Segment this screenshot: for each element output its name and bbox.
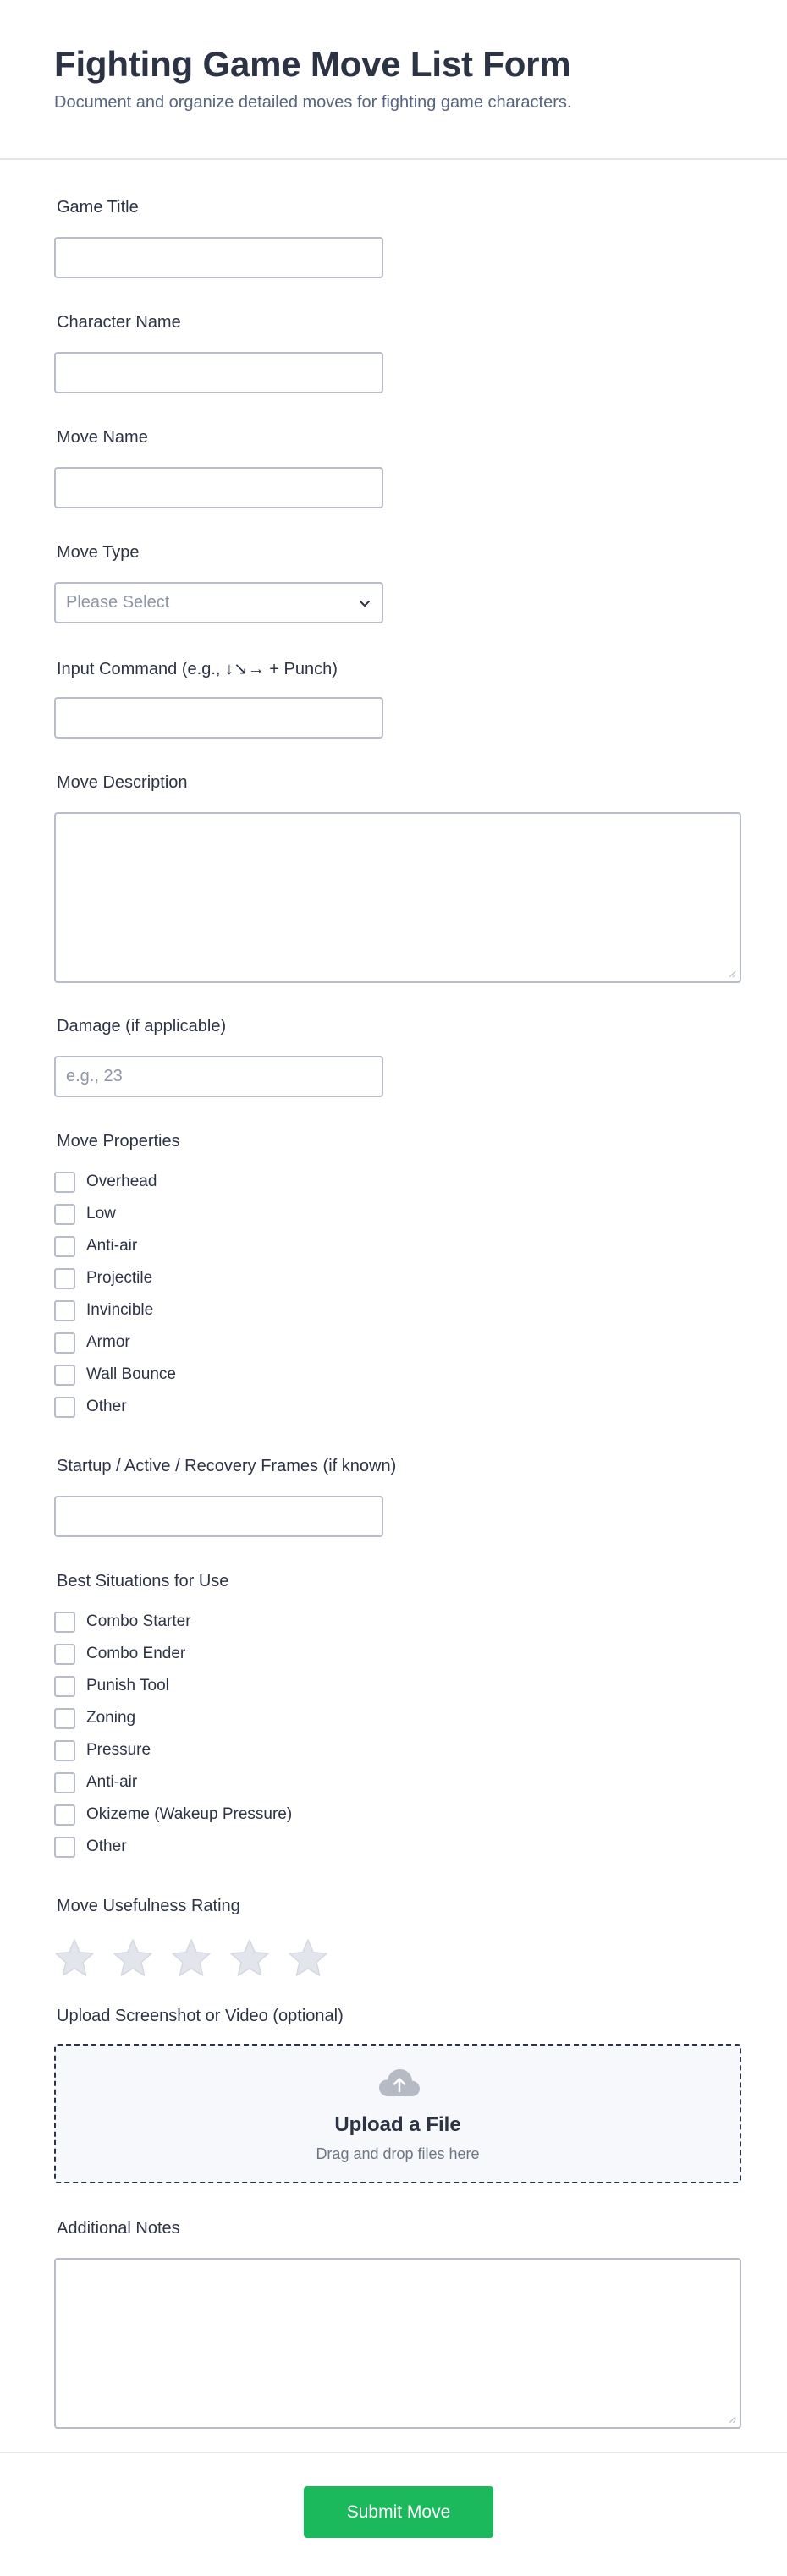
damage-input[interactable]: e.g., 23 bbox=[54, 1056, 383, 1097]
move-type-selected: Please Select bbox=[66, 593, 170, 612]
checkbox[interactable] bbox=[54, 1708, 75, 1729]
checkbox[interactable] bbox=[54, 1837, 75, 1858]
move-description-textarea[interactable] bbox=[54, 812, 741, 983]
form-footer bbox=[0, 2452, 787, 2576]
form-header bbox=[0, 0, 787, 160]
rating-label: Move Usefulness Rating bbox=[57, 1897, 240, 1915]
form-subtitle: Document and organize detailed moves for fighting game characters. bbox=[54, 93, 572, 112]
checkbox[interactable] bbox=[54, 1804, 75, 1826]
move-property-option[interactable] bbox=[54, 1171, 157, 1193]
checkbox[interactable] bbox=[54, 1397, 75, 1418]
situations-label: Best Situations for Use bbox=[57, 1572, 229, 1590]
move-property-option[interactable] bbox=[54, 1332, 130, 1354]
star-icon[interactable] bbox=[113, 1938, 153, 1977]
checkbox[interactable] bbox=[54, 1365, 75, 1386]
upload-label: Upload Screenshot or Video (optional) bbox=[57, 2007, 344, 2025]
star-icon[interactable] bbox=[54, 1938, 95, 1977]
checkbox-label: Invincible bbox=[86, 1301, 154, 1319]
frames-label: Startup / Active / Recovery Frames (if known) bbox=[57, 1457, 397, 1475]
move-type-label: Move Type bbox=[57, 543, 140, 562]
checkbox-label: Anti-air bbox=[86, 1237, 138, 1255]
move-type-select[interactable] bbox=[54, 582, 383, 623]
situation-option[interactable] bbox=[54, 1675, 169, 1697]
character-name-label: Character Name bbox=[57, 313, 181, 332]
situation-option[interactable] bbox=[54, 1836, 127, 1858]
checkbox[interactable] bbox=[54, 1236, 75, 1257]
checkbox-label: Overhead bbox=[86, 1173, 157, 1190]
form-title: Fighting Game Move List Form bbox=[54, 44, 571, 84]
checkbox-label: Combo Starter bbox=[86, 1612, 191, 1630]
cloud-upload-icon bbox=[378, 2068, 421, 2098]
checkbox[interactable] bbox=[54, 1204, 75, 1225]
chevron-down-icon bbox=[358, 596, 371, 610]
checkbox-label: Projectile bbox=[86, 1269, 153, 1287]
move-property-option[interactable] bbox=[54, 1396, 127, 1418]
situation-option[interactable] bbox=[54, 1804, 292, 1826]
checkbox-label: Combo Ender bbox=[86, 1645, 186, 1662]
file-upload-dropzone[interactable] bbox=[54, 2044, 741, 2183]
checkbox-label: Zoning bbox=[86, 1709, 136, 1727]
checkbox-label: Low bbox=[86, 1205, 116, 1222]
move-property-option[interactable] bbox=[54, 1364, 176, 1386]
situation-option[interactable] bbox=[54, 1739, 151, 1761]
situation-option[interactable] bbox=[54, 1611, 191, 1633]
frames-input[interactable] bbox=[54, 1496, 383, 1537]
input-command-label: Input Command (e.g., ↓↘→ + Punch) bbox=[57, 660, 338, 678]
resize-handle-icon[interactable] bbox=[728, 969, 736, 978]
situation-option[interactable] bbox=[54, 1643, 185, 1665]
rating-stars bbox=[54, 1938, 328, 1977]
checkbox[interactable] bbox=[54, 1676, 75, 1697]
move-property-option[interactable] bbox=[54, 1203, 116, 1225]
game-title-label: Game Title bbox=[57, 198, 139, 217]
checkbox[interactable] bbox=[54, 1772, 75, 1793]
input-command-input[interactable] bbox=[54, 697, 383, 739]
move-property-option[interactable] bbox=[54, 1267, 152, 1289]
move-property-option[interactable] bbox=[54, 1299, 153, 1321]
situation-option[interactable] bbox=[54, 1771, 137, 1793]
star-icon[interactable] bbox=[171, 1938, 212, 1977]
upload-subtitle: Drag and drop files here bbox=[316, 2145, 480, 2162]
checkbox[interactable] bbox=[54, 1268, 75, 1289]
checkbox[interactable] bbox=[54, 1332, 75, 1354]
game-title-input[interactable] bbox=[54, 237, 383, 278]
checkbox[interactable] bbox=[54, 1172, 75, 1193]
checkbox-label: Other bbox=[86, 1837, 127, 1855]
checkbox-label: Armor bbox=[86, 1333, 130, 1351]
submit-button[interactable]: Submit Move bbox=[304, 2486, 493, 2538]
checkbox[interactable] bbox=[54, 1644, 75, 1665]
checkbox-label: Other bbox=[86, 1398, 127, 1415]
star-icon[interactable] bbox=[229, 1938, 270, 1977]
checkbox[interactable] bbox=[54, 1300, 75, 1321]
checkbox-label: Wall Bounce bbox=[86, 1365, 176, 1383]
resize-handle-icon[interactable] bbox=[728, 2415, 736, 2424]
checkbox[interactable] bbox=[54, 1612, 75, 1633]
move-name-input[interactable] bbox=[54, 467, 383, 508]
notes-label: Additional Notes bbox=[57, 2219, 180, 2238]
checkbox-label: Anti-air bbox=[86, 1773, 138, 1791]
upload-title: Upload a File bbox=[334, 2113, 461, 2136]
move-name-label: Move Name bbox=[57, 428, 148, 447]
checkbox-label: Punish Tool bbox=[86, 1677, 169, 1694]
situation-option[interactable] bbox=[54, 1707, 135, 1729]
move-property-option[interactable] bbox=[54, 1235, 137, 1257]
checkbox-label: Pressure bbox=[86, 1741, 151, 1759]
character-name-input[interactable] bbox=[54, 352, 383, 393]
move-description-label: Move Description bbox=[57, 773, 188, 792]
move-properties-label: Move Properties bbox=[57, 1132, 180, 1151]
checkbox[interactable] bbox=[54, 1740, 75, 1761]
damage-label: Damage (if applicable) bbox=[57, 1017, 227, 1035]
star-icon[interactable] bbox=[288, 1938, 328, 1977]
notes-textarea[interactable] bbox=[54, 2258, 741, 2429]
checkbox-label: Okizeme (Wakeup Pressure) bbox=[86, 1805, 293, 1823]
